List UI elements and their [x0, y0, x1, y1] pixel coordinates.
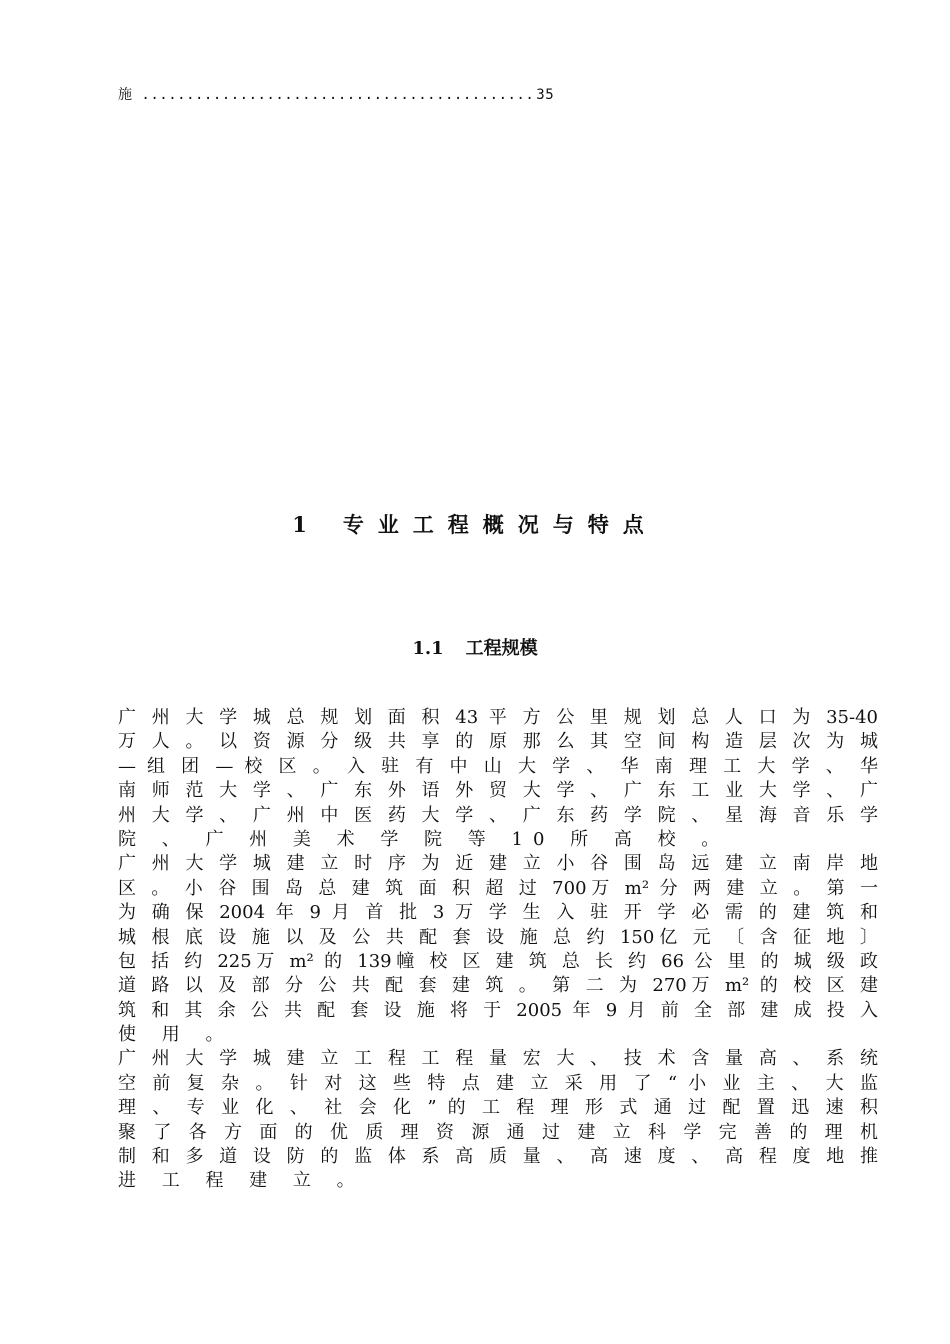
text-line: 制 和 多 道 设 防 的 监 体 系 高 质 量 、 高 速 度 、 高 程 度 地 推: [118, 1146, 878, 1168]
text-line: 进 工 程 建 立 。: [118, 1170, 365, 1192]
section-number: 1.1: [412, 638, 444, 659]
text-line: 包 括 约 225万 m² 的 139幢 校 区 建 筑 总 长 约 66 公 里 的 城 级 政: [118, 950, 878, 972]
text-line: 空 前 复 杂 。 针 对 这 些 特 点 建 立 采 用 了 “ 小 业 主 、 大 监: [118, 1072, 878, 1094]
chapter-heading: [0, 508, 950, 542]
text-line: 区 。 小 谷 围 岛 总 建 筑 面 积 超 过 700万 m² 分 两 建 立 。 第 一: [118, 877, 878, 899]
toc-leader: ............................................: [132, 87, 535, 103]
text-line: 广 州 大 学 城 总 规 划 面 积 43 平 方 公 里 规 划 总 人 口 为 35-40: [118, 707, 878, 728]
text-line: 城 根 底 设 施 以 及 公 共 配 套 设 施 总 约 150亿 元 〔 含 征 地 〕: [118, 926, 878, 948]
toc-entry: [118, 84, 598, 106]
section-title: 工程规模: [465, 638, 538, 659]
text-line: 使 用 。: [118, 1024, 234, 1046]
text-line: 为 确 保 2004 年 9 月 首 批 3 万 学 生 入 驻 开 学 必 需 的 建 筑 和: [118, 902, 878, 924]
text-line: 筑 和 其 余 公 共 配 套 设 施 将 于 2005 年 9 月 前 全 部 建 成 投 入: [118, 999, 878, 1021]
text-line: 广 州 大 学 城 建 立 工 程 工 程 量 宏 大 、 技 术 含 量 高 、 系 统: [118, 1048, 878, 1070]
text-line: 南 师 范 大 学 、 广 东 外 语 外 贸 大 学 、 广 东 工 业 大 学 、 广: [118, 780, 878, 802]
chapter-number: 1: [292, 512, 321, 537]
toc-label: 施: [118, 87, 133, 103]
text-line: 理 、 专 业 化 、 社 会 化 ” 的 工 程 理 形 式 通 过 配 置 迅 速 积: [118, 1097, 878, 1119]
text-line: 聚 了 各 方 面 的 优 质 理 资 源 通 过 建 立 科 学 完 善 的 理 机: [118, 1121, 878, 1143]
section-heading: [0, 634, 950, 664]
text-line: 广 州 大 学 城 建 立 时 序 为 近 建 立 小 谷 围 岛 远 建 立 南 岸 地: [118, 853, 878, 875]
chapter-title: 专业工程概况与特点: [342, 512, 658, 537]
text-line: 州 大 学 、 广 州 中 医 药 大 学 、 广 东 药 学 院 、 星 海 音 乐 学: [118, 804, 878, 826]
text-line: — 组 团 — 校 区 。 入 驻 有 中 山 大 学 、 华 南 理 工 大 学 、 华: [118, 755, 878, 777]
text-line: 院 、 广 州 美 术 学 院 等 10 所 高 校 。: [118, 828, 730, 850]
text-line: 万 人 。 以 资 源 分 级 共 享 的 原 那 么 其 空 间 构 造 层 次 为 城: [118, 731, 878, 753]
text-line: 道 路 以 及 部 分 公 共 配 套 建 筑 。 第 二 为 270万 m² 的 校 区 建: [118, 975, 878, 997]
body-paragraphs: [118, 706, 878, 1194]
toc-page-number: 35: [536, 87, 555, 103]
